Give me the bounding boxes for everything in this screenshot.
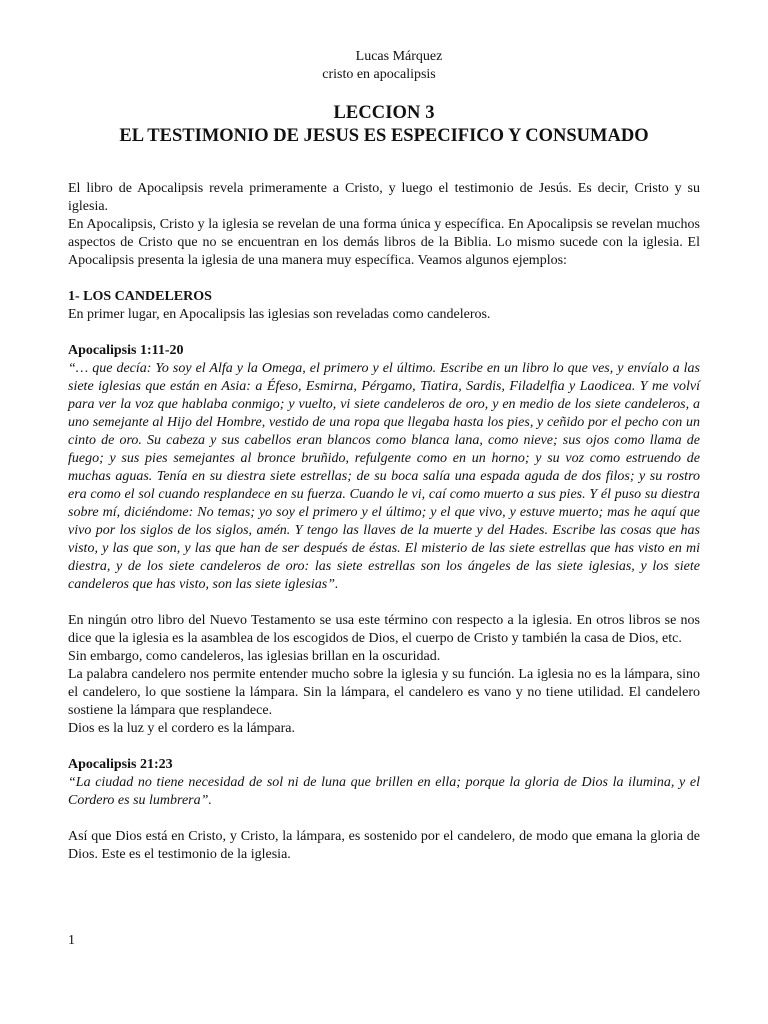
body-paragraph-2: Sin embargo, como candeleros, las iglesias brillan en la oscuridad. (68, 649, 441, 664)
body-paragraph-3: La palabra candelero nos permite entender mucho sobre la iglesia y su función. La iglesia no es la lámpara, sino el candelero, lo que sostiene la lámpara. Sin la lámpara, el candelero es vano y no tiene utilidad. El candelero sostiene la lámpara que resplandece. (68, 667, 700, 718)
page-number: 1 (68, 933, 75, 948)
scripture-quote-1: “… que decía: Yo soy el Alfa y la Omega, el primero y el último. Escribe en un libro lo que ves, y envíalo a las siete iglesias que están en Asia: a Éfeso, Esmirna, Pérgamo, Tiatira, Sardis, Filadelfia y Laodicea. Y me volví para ver la voz que hablaba conmigo; y vuelto, vi siete candeleros de oro, y en medio de los siete candeleros, a uno semejante al Hijo del Hombre, vestido de una ropa que llegaba hasta los pies, y ceñido por el pecho con un cinto de oro. Su cabeza y sus cabellos eran blancos como blanca lana, como nieve; sus ojos como llama de fuego; y sus pies semejantes al bronce bruñido, refulgente como en un horno; y su voz como estruendo de muchas aguas. Tenía en su diestra siete estrellas; de su boca salía una espada aguda de dos filos; y su rostro era como el sol cuando resplandece en su fuerza. Cuando le vi, caí como muerto a sus pies. Y él puso su diestra sobre mí, diciéndome: No temas; yo soy el primero y el último; y el que vivo, y estuve muerto; mas he aquí que vivo por los siglos de los siglos, amén. Y tengo las llaves de la muerte y del Hades. Escribe las cosas que has visto, y las que son, y las que han de ser después de éstas. El misterio de las siete estrellas que has visto en mi diestra, y de los siete candeleros de oro: las siete estrellas son los ángeles de las siete iglesias, y los siete candeleros que has visto, son las siete iglesias”. (68, 361, 700, 592)
body-paragraph-4: Dios es la luz y el cordero es la lámpara. (68, 721, 296, 736)
scripture-quote-2: “La ciudad no tiene necesidad de sol ni de luna que brillen en ella; porque la gloria de Dios la ilumina, y el Cordero es su lumbrera”. (68, 775, 700, 808)
lesson-number: LECCION 3 (333, 103, 435, 123)
lesson-title: EL TESTIMONIO DE JESUS ES ESPECIFICO Y CONSUMADO (119, 126, 649, 146)
author-name: Lucas Márquez (355, 49, 443, 64)
scripture-reference-1: Apocalipsis 1:11-20 (68, 343, 184, 358)
book-title: cristo en apocalipsis (322, 67, 436, 82)
section-heading: 1- LOS CANDELEROS (68, 289, 212, 304)
intro-paragraph-2: En Apocalipsis, Cristo y la iglesia se revelan de una forma única y específica. En Apocalipsis se revelan muchos aspectos de Cristo que no se encuentran en los demás libros de la Biblia. Lo mismo sucede con la iglesia. El Apocalipsis presenta la iglesia de una manera muy específica. Veamos algunos ejemplos: (68, 217, 700, 268)
body-paragraph-1: En ningún otro libro del Nuevo Testamento se usa este término con respecto a la iglesia. En otros libros se nos dice que la iglesia es la asamblea de los escogidos de Dios, el cuerpo de Cristo y también la casa de Dios, etc. (68, 613, 700, 646)
section-paragraph: En primer lugar, en Apocalipsis las iglesias son reveladas como candeleros. (68, 307, 491, 322)
document-body (68, 180, 700, 864)
intro-paragraph-1: El libro de Apocalipsis revela primeramente a Cristo, y luego el testimonio de Jesús. Es decir, Cristo y su iglesia. (68, 181, 700, 214)
scripture-reference-2: Apocalipsis 21:23 (68, 757, 173, 772)
body-paragraph-5: Así que Dios está en Cristo, y Cristo, la lámpara, es sostenido por el candelero, de modo que emana la gloria de Dios. Este es el testimonio de la iglesia. (68, 829, 700, 862)
